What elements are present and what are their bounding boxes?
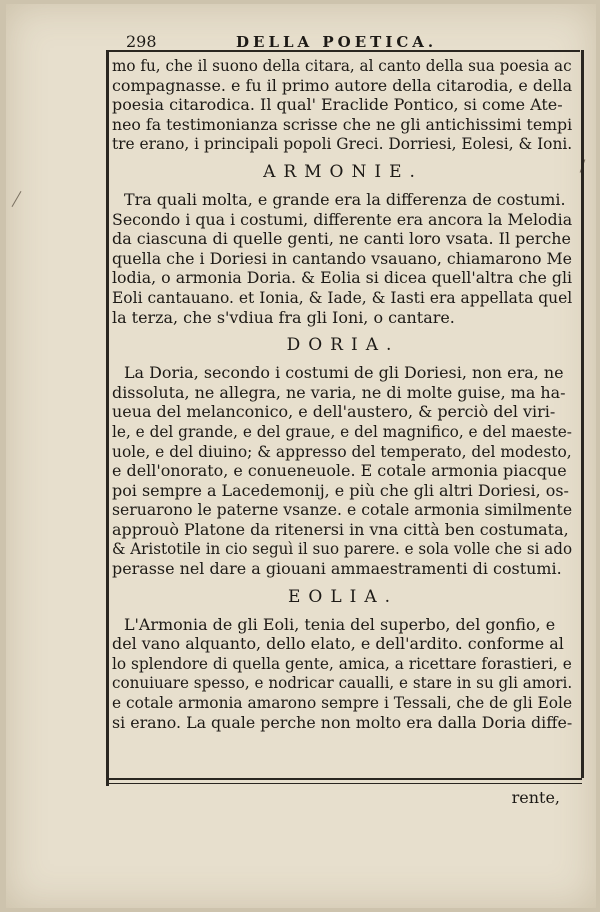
text-line: si erano. La quale perche non molto era dalla Doria diffe-	[112, 712, 573, 732]
frame-rule-bottom-thin	[106, 783, 582, 784]
text-line: lodia, o armonia Doria. & Eolia si dicea quell'altra che gli	[112, 268, 573, 288]
page-header	[106, 32, 580, 50]
text-line: e dell'onorato, e conueneuole. E cotale armonia piacque	[112, 461, 567, 481]
book-page	[6, 4, 596, 908]
text-line: mo fu, che il suono della citara, al canto della sua poesia ac	[112, 56, 572, 75]
page-number: 298	[126, 32, 157, 51]
text-line: compagnasse. e fu il primo autore della citarodia, e della	[112, 75, 573, 95]
running-head: DELLA POETICA.	[236, 33, 438, 51]
paragraph	[112, 190, 574, 327]
margin-mark	[12, 191, 22, 207]
section-heading: DORIA.	[286, 335, 400, 356]
text-line: dissoluta, ne allegra, ne varia, ne di molte guise, ma ha-	[112, 382, 566, 402]
text-line: seruarono le paterne vsanze. e cotale armonia similmente	[112, 500, 573, 520]
text-line: & Aristotile in cio seguì il suo parere. e sola volle che si ado	[112, 539, 573, 559]
text-line: poi sempre a Lacedemonij, e più che gli altri Doriesi, os-	[112, 480, 569, 500]
text-line: Eoli cantauano. et Ionia, & Iade, & Iasti era appellata quel	[112, 287, 573, 307]
frame-rule-right	[581, 50, 584, 778]
paragraph	[112, 56, 574, 154]
text-line: del vano alquanto, dello elato, e dell'ardito. conforme al	[112, 634, 564, 654]
section-heading: EOLIA.	[287, 586, 399, 607]
text-line: le, e del grande, e del graue, e del magnifico, e del maeste-	[112, 421, 572, 441]
text-line: conuiuare spesso, e nodricar caualli, e stare in su gli amori.	[112, 673, 573, 693]
text-line: neo fa testimonianza scrisse che ne gli antichissimi tempi	[112, 114, 573, 134]
text-line: perasse nel dare a giouani ammaestramenti di costumi.	[112, 559, 562, 579]
text-line: poesia citarodica. Il qual' Eraclide Pontico, si come Ate-	[112, 95, 563, 115]
text-line: la terza, che s'vdiua fra gli Ioni, o cantare.	[112, 307, 455, 327]
text-line: tre erano, i principali popoli Greci. Dorriesi, Eolesi, & Ioni.	[112, 134, 573, 154]
text-line: Tra quali molta, e grande era la differenza de costumi.	[123, 189, 566, 209]
frame-rule-bottom	[106, 778, 582, 780]
text-block	[106, 32, 580, 807]
text-line: La Doria, secondo i costumi de gli Doriesi, non era, ne	[123, 363, 564, 383]
text-line: uole, e del diuino; & appresso del temperato, del modesto,	[112, 441, 572, 461]
text-line: approuò Platone da ritenersi in vna città ben costumata,	[112, 519, 569, 539]
text-line: da ciascuna di quelle genti, ne canti loro vsata. Il perche	[112, 229, 572, 249]
paragraph	[112, 615, 574, 733]
body-text	[112, 56, 574, 732]
section-heading: ARMONIE.	[263, 161, 423, 182]
catchword: rente,	[511, 788, 560, 807]
text-line: ueua del melanconico, e dell'austero, & perciò del viri-	[112, 402, 556, 422]
text-line: lo splendore di quella gente, amica, a ricettare forastieri, e	[112, 653, 572, 673]
frame-rule-left	[106, 50, 109, 786]
text-line: e cotale armonia amarono sempre i Tessali, che de gli Eole	[112, 693, 573, 713]
text-line: Secondo i qua i costumi, differente era ancora la Melodia	[112, 209, 573, 229]
paragraph	[112, 363, 574, 579]
text-line: quella che i Doriesi in cantando vsauano, chiamarono Me	[112, 248, 573, 268]
text-line: L'Armonia de gli Eoli, tenia del superbo, del gonfio, e	[123, 614, 556, 634]
